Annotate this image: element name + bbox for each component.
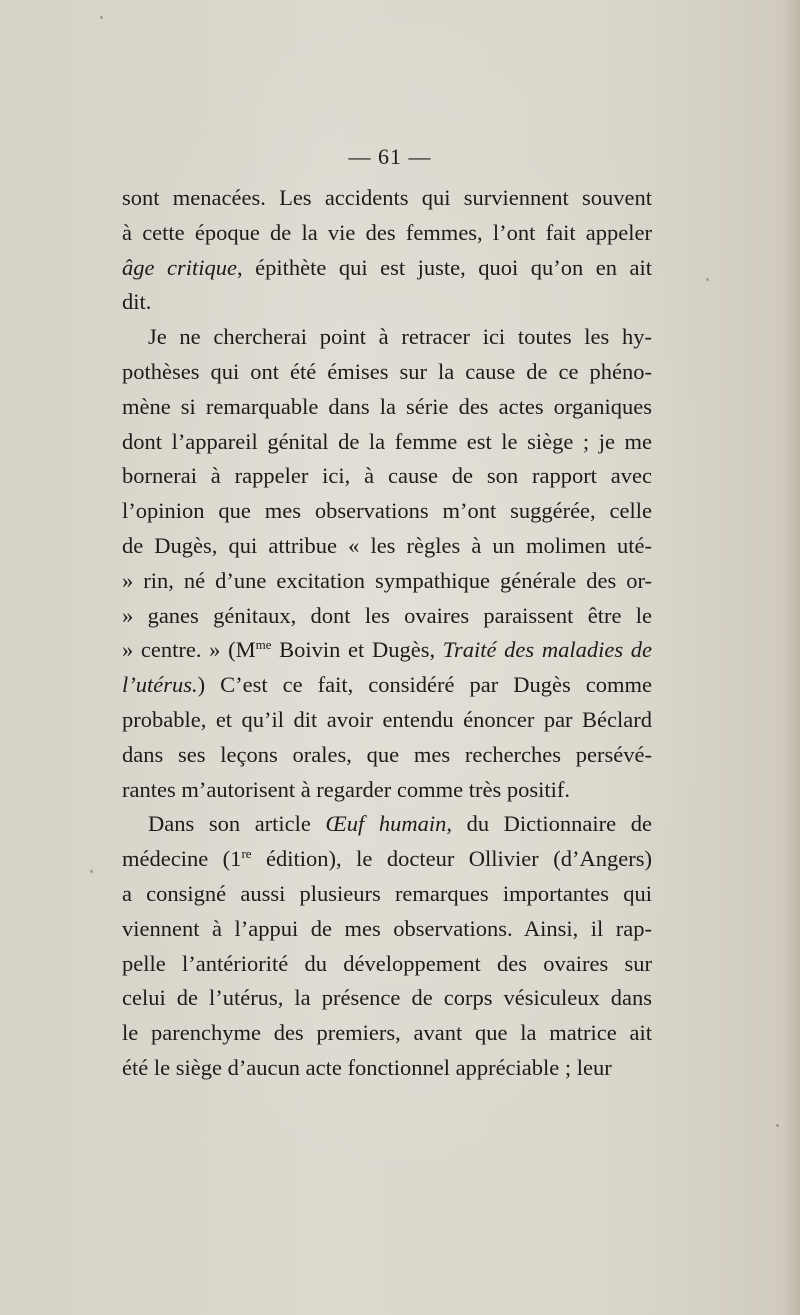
body-text [122,181,652,1086]
text-line [122,494,652,529]
text-run: dans ses leçons orales, que mes recherches persévé- [122,741,652,767]
text-run: dont l’appareil génital de la femme est le siège ; je me [122,428,652,454]
text-line [122,251,652,286]
italic-text: Œuf humain [325,811,447,837]
paper-speck [100,16,103,19]
text-run: » ganes génitaux, dont les ovaires paraissent être le [122,602,652,628]
text-run: , épithète qui est juste, quoi qu’on en ait [236,254,652,280]
text-line [122,390,652,425]
text-line [122,773,652,808]
text-run: » rin, né d’une excitation sympathique générale des or- [122,567,652,593]
paragraph [122,320,652,807]
text-line [122,738,652,773]
page-number: — 61 — [348,144,432,169]
page-edge-shadow [782,0,800,1315]
text-run: bornerai à rappeler ici, à cause de son rapport avec [122,463,652,489]
text-run: dit. [122,289,152,315]
text-line [122,1051,652,1086]
text-line [122,703,652,738]
paragraph [122,807,652,1085]
text-run: mène si remarquable dans la série des actes organiques [122,393,652,419]
text-line [122,807,652,842]
text-run: médecine (1 [122,846,242,872]
text-line [122,842,652,877]
text-run: l’opinion que mes observations m’ont suggérée, celle [122,498,652,524]
text-run: à cette époque de la vie des femmes, l’ont fait appeler [122,219,652,245]
text-line [122,355,652,390]
text-line [122,981,652,1016]
text-run: pelle l’antériorité du développement des ovaires sur [122,950,652,976]
text-run: Dans son article [148,811,326,837]
text-line [122,425,652,460]
text-line [122,877,652,912]
text-run: a consigné aussi plusieurs remarques importantes qui [122,880,652,906]
text-run: ) C’est ce fait, considéré par Dugès comme [197,672,652,698]
paper-speck [776,1124,779,1127]
text-run: sont menacées. Les accidents qui surviennent souvent [122,185,652,210]
text-run: été le siège d’aucun acte fonctionnel appréciable ; leur [122,1054,612,1080]
text-run: rantes m’autorisent à regarder comme très positif. [122,776,570,802]
text-run: le parenchyme des premiers, avant que la matrice ait [122,1020,652,1046]
text-line [122,529,652,564]
text-run: » centre. » (M [122,637,256,663]
text-line [122,912,652,947]
text-run: probable, et qu’il dit avoir entendu énoncer par Béclard [122,706,652,732]
text-line [122,633,652,668]
text-line [122,564,652,599]
text-line [122,459,652,494]
italic-text: l’utérus. [122,672,198,698]
text-run: édition), le docteur Ollivier (d’Angers) [251,846,652,872]
text-line [122,947,652,982]
text-run: , du Dictionnaire de [446,811,652,837]
superscript: me [255,637,272,653]
italic-text: âge critique [122,254,237,280]
text-line [122,320,652,355]
italic-text: Traité des maladies de [442,637,652,663]
paragraph [122,181,652,320]
text-run: de Dugès, qui attribue « les règles à un molimen uté- [122,532,652,558]
text-run: celui de l’utérus, la présence de corps vésiculeux dans [122,985,652,1011]
text-line [122,599,652,634]
text-line [122,181,652,216]
text-line [122,216,652,251]
text-line [122,1016,652,1051]
paper-speck [90,870,93,873]
text-run: pothèses qui ont été émises sur la cause de ce phéno- [122,358,652,384]
text-line [122,285,652,320]
text-run: Je ne chercherai point à retracer ici toutes les hy- [148,324,652,350]
text-run: Boivin et Dugès, [271,637,443,663]
text-line [122,668,652,703]
paper-speck [706,278,709,281]
text-run: viennent à l’appui de mes observations. Ainsi, il rap- [122,915,652,941]
superscript: re [241,846,252,862]
